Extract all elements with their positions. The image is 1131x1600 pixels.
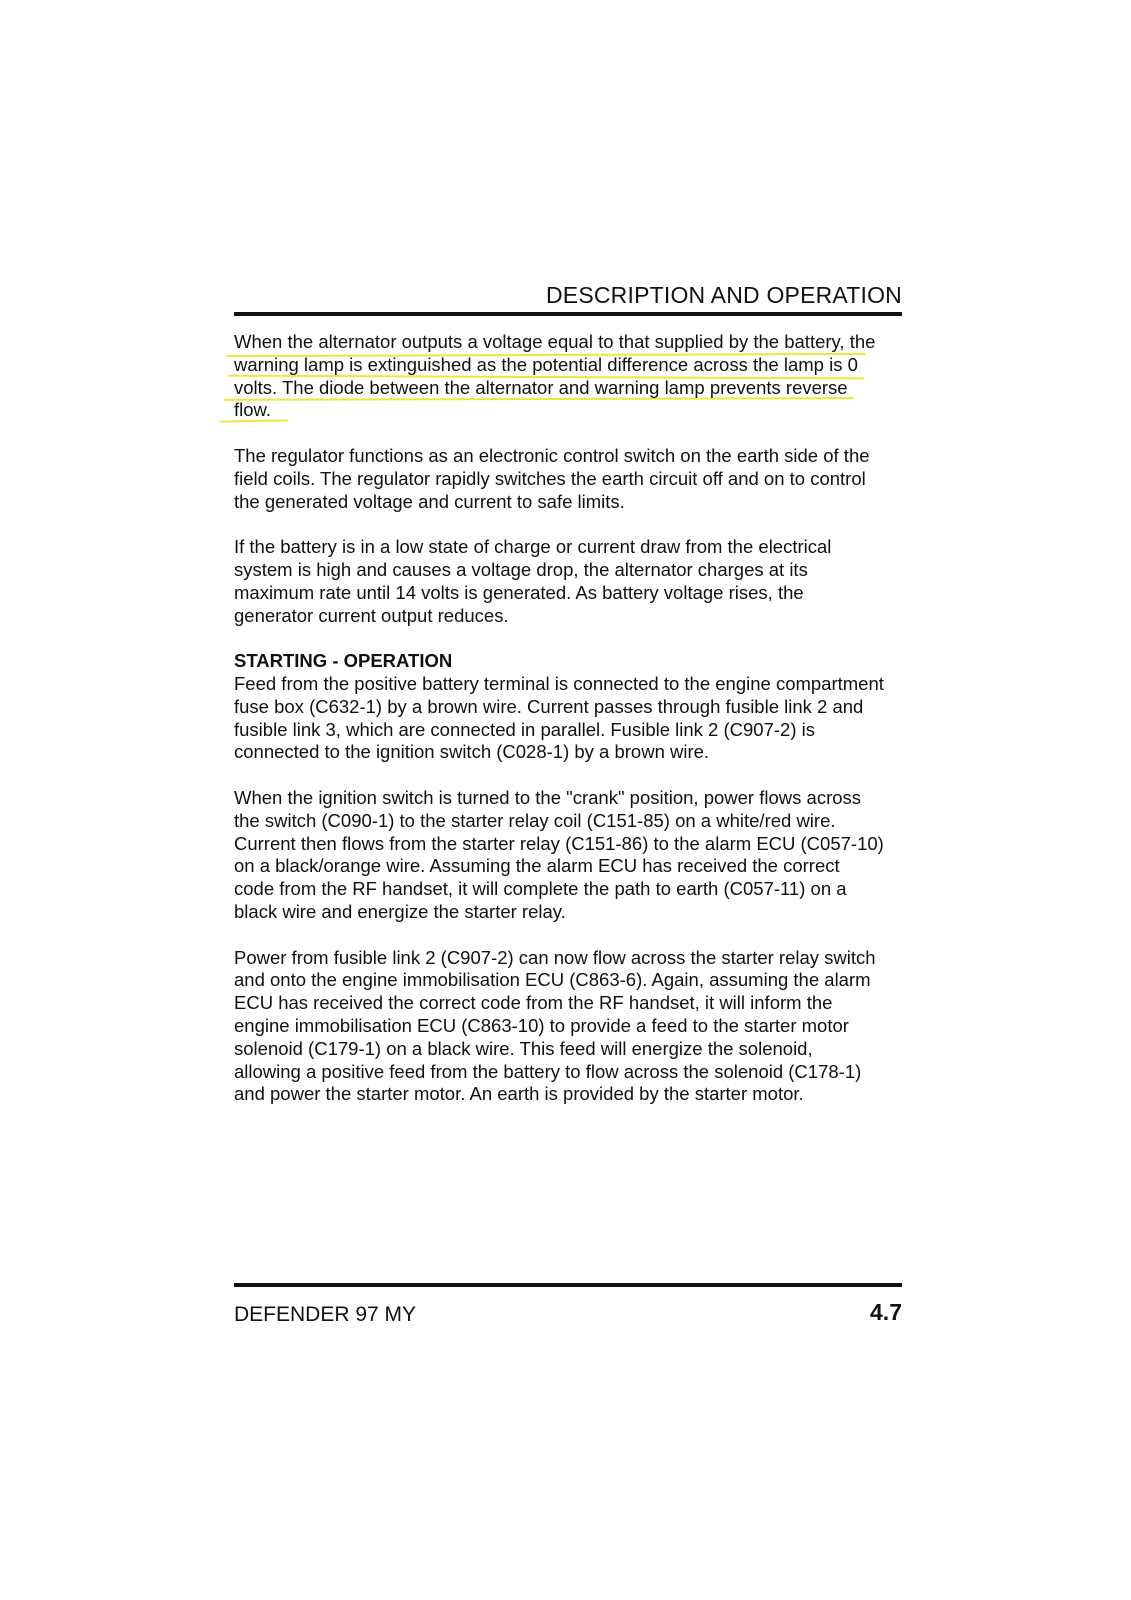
text-line: Power from fusible link 2 (C907-2) can now flow across the starter relay switch <box>234 946 876 968</box>
text-line: flow. <box>234 399 272 421</box>
paragraph-alternator-warning-lamp <box>234 331 902 422</box>
text-line: warning lamp is extinguished as the potential difference across the lamp is 0 <box>234 353 858 375</box>
page-section-title: DESCRIPTION AND OPERATION <box>545 282 902 308</box>
text-line: volts. The diode between the alternator and warning lamp prevents reverse <box>234 376 848 398</box>
paragraph-ignition-crank <box>234 787 902 924</box>
text-line: on a black/orange wire. Assuming the alarm ECU has received the correct <box>234 855 840 877</box>
text-line: engine immobilisation ECU (C863-10) to provide a feed to the starter motor <box>234 1014 849 1036</box>
text-line: maximum rate until 14 volts is generated. As battery voltage rises, the <box>234 581 804 603</box>
body-text <box>234 331 902 1106</box>
paragraph-battery-charge <box>234 536 902 627</box>
paragraph-regulator <box>234 445 902 513</box>
text-line: Current then flows from the starter relay (C151-86) to the alarm ECU (C057-10) <box>234 832 884 854</box>
text-line: field coils. The regulator rapidly switches the earth circuit off and on to control <box>234 467 866 489</box>
text-line: The regulator functions as an electronic control switch on the earth side of the <box>234 444 870 466</box>
header-rule <box>234 312 902 316</box>
text-line: If the battery is in a low state of charge or current draw from the electrical <box>234 536 832 558</box>
text-line: generator current output reduces. <box>234 604 509 626</box>
paragraph-starter-power <box>234 947 902 1107</box>
text-line: the switch (C090-1) to the starter relay coil (C151-85) on a white/red wire. <box>234 809 836 831</box>
text-line: When the ignition switch is turned to the "crank" position, power flows across <box>234 786 862 808</box>
text-line: When the alternator outputs a voltage equal to that supplied by the battery, the <box>234 331 876 352</box>
text-line: code from the RF handset, it will complete the path to earth (C057-11) on a <box>234 878 847 900</box>
text-line: black wire and energize the starter relay. <box>234 900 566 922</box>
text-line: and onto the engine immobilisation ECU (C863-6). Again, assuming the alarm <box>234 969 871 991</box>
text-line: system is high and causes a voltage drop, the alternator charges at its <box>234 558 808 580</box>
manual-page <box>234 0 902 1600</box>
text-line: solenoid (C179-1) on a black wire. This feed will energize the solenoid, <box>234 1037 813 1059</box>
text-line: and power the starter motor. An earth is provided by the starter motor. <box>234 1083 804 1105</box>
text-line: the generated voltage and current to safe limits. <box>234 490 625 512</box>
text-line: fusible link 3, which are connected in parallel. Fusible link 2 (C907-2) is <box>234 718 815 740</box>
text-line: fuse box (C632-1) by a brown wire. Current passes through fusible link 2 and <box>234 695 864 717</box>
footer-model: DEFENDER 97 MY <box>234 1303 417 1326</box>
footer-rule <box>234 1283 902 1287</box>
paragraph-feed <box>234 673 902 764</box>
text-line: ECU has received the correct code from the RF handset, it will inform the <box>234 992 833 1014</box>
page-number: 4.7 <box>870 1299 902 1325</box>
section-heading: STARTING - OPERATION <box>234 650 453 672</box>
text-line: connected to the ignition switch (C028-1) by a brown wire. <box>234 741 710 763</box>
text-line: allowing a positive feed from the battery to flow across the solenoid (C178-1) <box>234 1060 862 1082</box>
text-line: Feed from the positive battery terminal is connected to the engine compartment <box>234 672 884 694</box>
